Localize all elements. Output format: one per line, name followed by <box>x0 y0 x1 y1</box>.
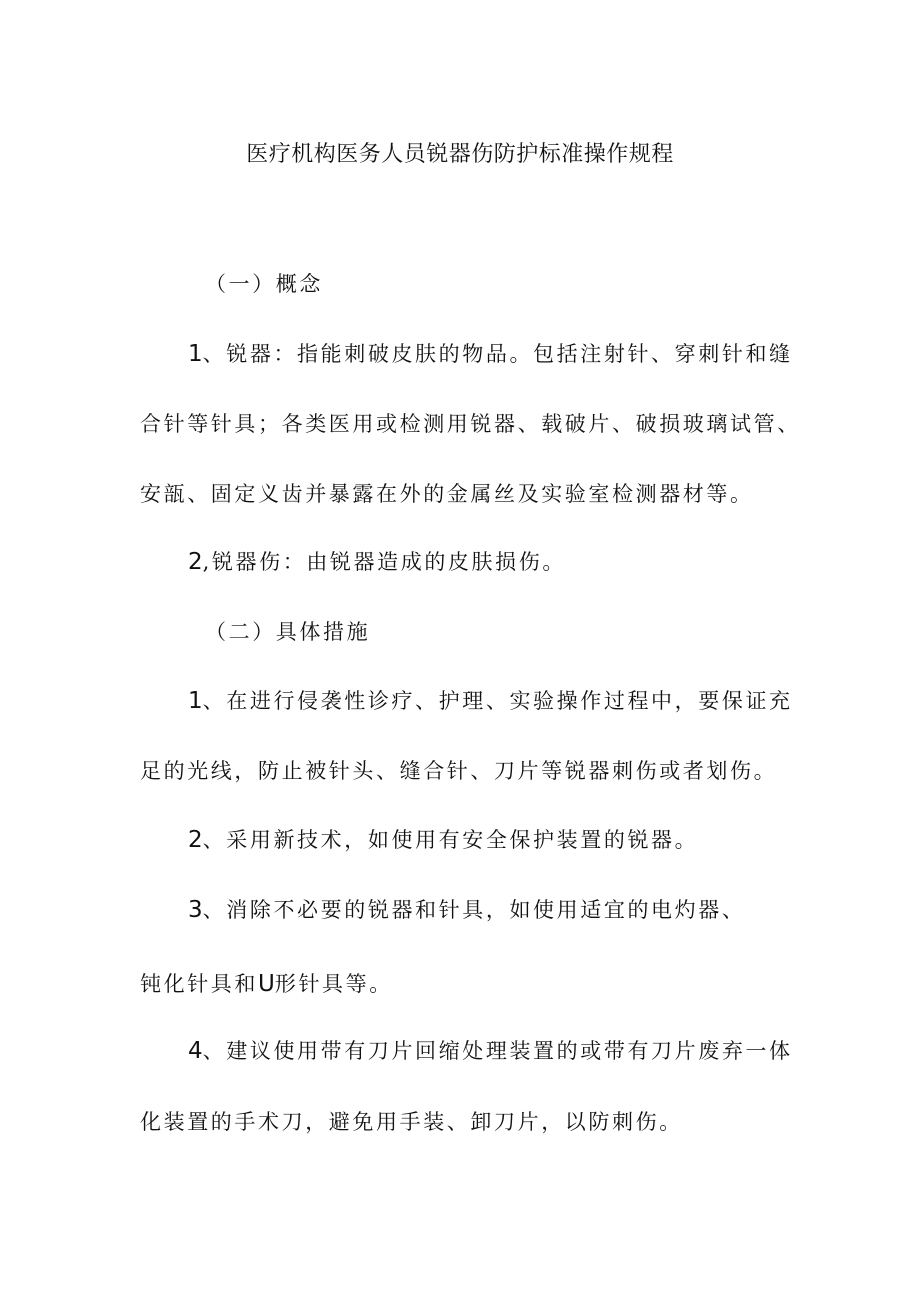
paragraph-line: 合针等针具；各类医用或检测用锐器、载破片、破损玻璃试管、 <box>140 412 801 436</box>
paragraph-text: 、锐器：指能刺破皮肤的物品。包括注射针、穿刺针和缝 <box>202 342 793 366</box>
paragraph-line <box>188 825 698 855</box>
section-heading-measures: （二）具体措施 <box>205 620 371 644</box>
u-letter: U <box>258 971 275 997</box>
item-number: 4 <box>188 1038 203 1064</box>
paragraph-text: 、消除不必要的锐器和针具，如使用适宜的电灼器、 <box>202 898 746 922</box>
paragraph-line <box>188 895 745 925</box>
paragraph-text: 、采用新技术，如使用有安全保护装置的锐器。 <box>202 828 699 852</box>
item-number: 3 <box>188 897 203 923</box>
item-number: 2 <box>188 827 203 853</box>
paragraph-line <box>188 1036 793 1066</box>
section-heading-concept: （一）概念 <box>205 272 323 296</box>
paragraph-text: 、建议使用带有刀片回缩处理装置的或带有刀片废弃一体 <box>202 1039 793 1063</box>
paragraph-line: 化装置的手术刀，避免用手装、卸刀片，以防刺伤。 <box>140 1110 683 1134</box>
paragraph-line: 安瓿、固定义齿并暴露在外的金属丝及实验室检测器材等。 <box>140 482 754 506</box>
item-number: 2 <box>188 549 203 575</box>
item-number: 1 <box>188 688 203 714</box>
paragraph-line <box>188 686 793 716</box>
paragraph-text: 、在进行侵袭性诊疗、护理、实验操作过程中，要保证充 <box>202 689 793 713</box>
paragraph-text: ,锐器伤：由锐器造成的皮肤损伤。 <box>202 550 566 574</box>
paragraph-line: 足的光线，防止被针头、缝合针、刀片等锐器刺伤或者划伤。 <box>140 759 778 783</box>
paragraph-text: 钝化针具和 <box>140 972 258 996</box>
paragraph-line <box>188 339 793 369</box>
paragraph-text: 形针具等。 <box>274 972 393 996</box>
item-number: 1 <box>188 341 203 367</box>
document-title: 医疗机构医务人员锐器伤防护标准操作规程 <box>246 142 674 167</box>
paragraph-line <box>140 969 393 999</box>
paragraph-line <box>188 547 566 577</box>
